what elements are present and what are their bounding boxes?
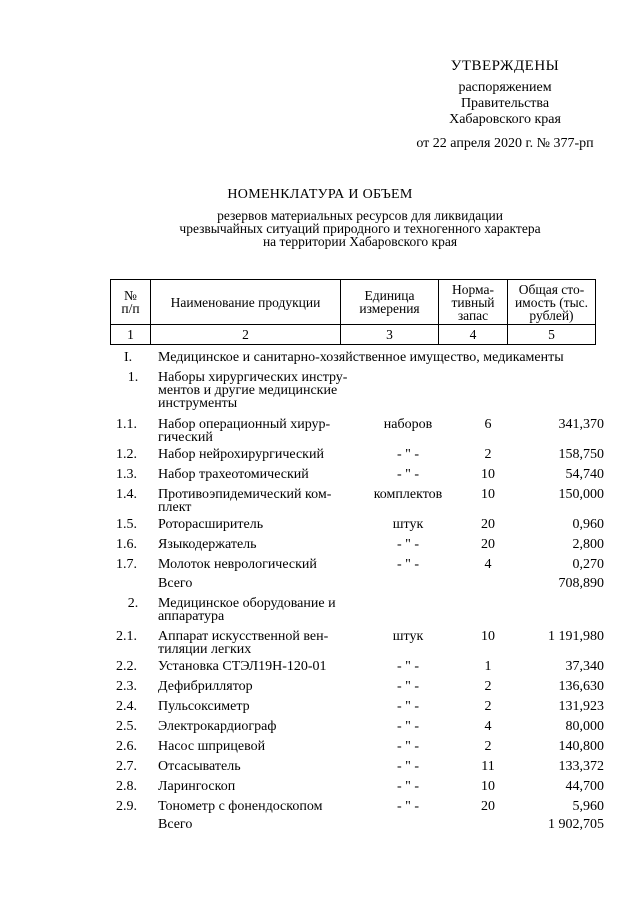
- row-unit: наборов: [383, 417, 433, 432]
- row-name: Набор нейрохирургический: [158, 447, 324, 462]
- row-unit: - " -: [396, 739, 420, 754]
- row-unit: - " -: [396, 679, 420, 694]
- row-number: 1.2.: [116, 447, 137, 462]
- row-number: 1.3.: [116, 467, 137, 482]
- row-number: 1.: [127, 370, 139, 385]
- row-name: Набор трахеотомический: [158, 467, 309, 482]
- row-unit: - " -: [396, 557, 420, 572]
- row-norm: 10: [481, 487, 495, 502]
- header-col-number: 4: [439, 325, 508, 345]
- row-norm: 10: [481, 629, 495, 644]
- row-name: Отсасыватель: [158, 759, 241, 774]
- row-cost: 2,800: [572, 537, 604, 552]
- row-unit: комплектов: [373, 487, 443, 502]
- approval-line-3: Хабаровского края: [449, 112, 561, 127]
- row-name: Всего: [158, 817, 193, 832]
- row-name: Ларингоскоп: [158, 779, 236, 794]
- row-name: Наборы хирургических инстру- ментов и другие медицинские инструменты: [158, 370, 348, 411]
- row-number: 2.6.: [116, 739, 137, 754]
- row-unit: - " -: [396, 537, 420, 552]
- row-norm: 4: [484, 557, 492, 572]
- subtitle-line-1: резервов материальных ресурсов для ликвидации: [217, 208, 503, 223]
- row-cost: 5,960: [572, 799, 604, 814]
- row-name: Электрокардиограф: [158, 719, 277, 734]
- row-cost: 0,960: [572, 517, 604, 532]
- row-unit: - " -: [396, 447, 420, 462]
- approval-line-1: распоряжением: [458, 80, 552, 95]
- row-number: 1.5.: [116, 517, 137, 532]
- row-number: 2.4.: [116, 699, 137, 714]
- row-norm: 2: [484, 739, 492, 754]
- row-unit: - " -: [396, 719, 420, 734]
- row-cost: 80,000: [565, 719, 604, 734]
- row-cost: 341,370: [558, 417, 604, 432]
- row-name: Тонометр с фонендоскопом: [158, 799, 323, 814]
- row-norm: 20: [481, 799, 495, 814]
- header-name: Наименование продукции: [151, 280, 341, 325]
- row-name: Набор операционный хирур- гический: [158, 417, 331, 445]
- row-cost: 708,890: [558, 576, 604, 591]
- row-unit: - " -: [396, 699, 420, 714]
- row-unit: штук: [392, 517, 424, 532]
- row-cost: 1 902,705: [548, 817, 604, 832]
- row-name: Установка СТЭЛ19Н-120-01: [158, 659, 327, 674]
- row-name: Всего: [158, 576, 193, 591]
- row-name: Противоэпидемический ком- плект: [158, 487, 332, 515]
- row-number: 1.1.: [116, 417, 137, 432]
- row-norm: 11: [481, 759, 495, 774]
- approval-date: от 22 апреля 2020 г. № 377-рп: [416, 136, 594, 151]
- row-number: 1.4.: [116, 487, 137, 502]
- row-unit: - " -: [396, 659, 420, 674]
- row-name: Медицинское оборудование и аппаратура: [158, 596, 336, 624]
- row-name: Языкодержатель: [158, 537, 257, 552]
- subtitle-line-3: на территории Хабаровского края: [262, 234, 458, 249]
- approval-heading: УТВЕРЖДЕНЫ: [450, 58, 560, 74]
- row-number: 2.9.: [116, 799, 137, 814]
- row-norm: 4: [484, 719, 492, 734]
- row-cost: 54,740: [565, 467, 604, 482]
- row-name: Роторасширитель: [158, 517, 264, 532]
- header-col-number: 3: [341, 325, 439, 345]
- section-title: Медицинское и санитарно-хозяйственное имущество, медикаменты: [158, 350, 564, 365]
- row-cost: 133,372: [558, 759, 604, 774]
- row-number: 2.1.: [116, 629, 137, 644]
- row-norm: 6: [484, 417, 492, 432]
- row-norm: 20: [481, 537, 495, 552]
- row-number: 2.: [127, 596, 139, 611]
- row-name: Пульсоксиметр: [158, 699, 250, 714]
- row-number: 2.5.: [116, 719, 137, 734]
- row-unit: - " -: [396, 779, 420, 794]
- header-col-number: 2: [151, 325, 341, 345]
- header-col-number: 1: [111, 325, 151, 345]
- row-name: Дефибриллятор: [158, 679, 253, 694]
- row-norm: 2: [484, 699, 492, 714]
- row-norm: 2: [484, 679, 492, 694]
- row-cost: 150,000: [558, 487, 604, 502]
- header-col-number: 5: [508, 325, 596, 345]
- row-number: 1.7.: [116, 557, 137, 572]
- approval-line-2: Правительства: [460, 96, 550, 111]
- row-norm: 10: [481, 779, 495, 794]
- row-norm: 2: [484, 447, 492, 462]
- row-unit: - " -: [396, 759, 420, 774]
- row-unit: - " -: [396, 799, 420, 814]
- section-number: I.: [124, 350, 133, 365]
- row-cost: 1 191,980: [548, 629, 604, 644]
- row-cost: 140,800: [558, 739, 604, 754]
- row-name: Насос шприцевой: [158, 739, 266, 754]
- row-cost: 131,923: [558, 699, 604, 714]
- header-norm: Норма- тивный запас: [439, 280, 508, 325]
- row-name: Аппарат искусственной вен- тиляции легких: [158, 629, 329, 657]
- row-cost: 44,700: [565, 779, 604, 794]
- row-number: 2.3.: [116, 679, 137, 694]
- header-unit: Единица измерения: [341, 280, 439, 325]
- header-cost: Общая сто- имость (тыс. рублей): [508, 280, 596, 325]
- row-cost: 37,340: [565, 659, 604, 674]
- row-number: 2.7.: [116, 759, 137, 774]
- row-number: 2.2.: [116, 659, 137, 674]
- row-unit: - " -: [396, 467, 420, 482]
- document-title: НОМЕНКЛАТУРА И ОБЪЕМ: [227, 187, 413, 202]
- row-unit: штук: [392, 629, 424, 644]
- row-norm: 20: [481, 517, 495, 532]
- row-number: 1.6.: [116, 537, 137, 552]
- row-cost: 158,750: [558, 447, 604, 462]
- row-name: Молоток неврологический: [158, 557, 317, 572]
- row-cost: 0,270: [572, 557, 604, 572]
- row-norm: 1: [484, 659, 492, 674]
- row-norm: 10: [481, 467, 495, 482]
- row-cost: 136,630: [558, 679, 604, 694]
- header-num: № п/п: [111, 280, 151, 325]
- subtitle-line-2: чрезвычайных ситуаций природного и техногенного характера: [179, 221, 541, 236]
- row-number: 2.8.: [116, 779, 137, 794]
